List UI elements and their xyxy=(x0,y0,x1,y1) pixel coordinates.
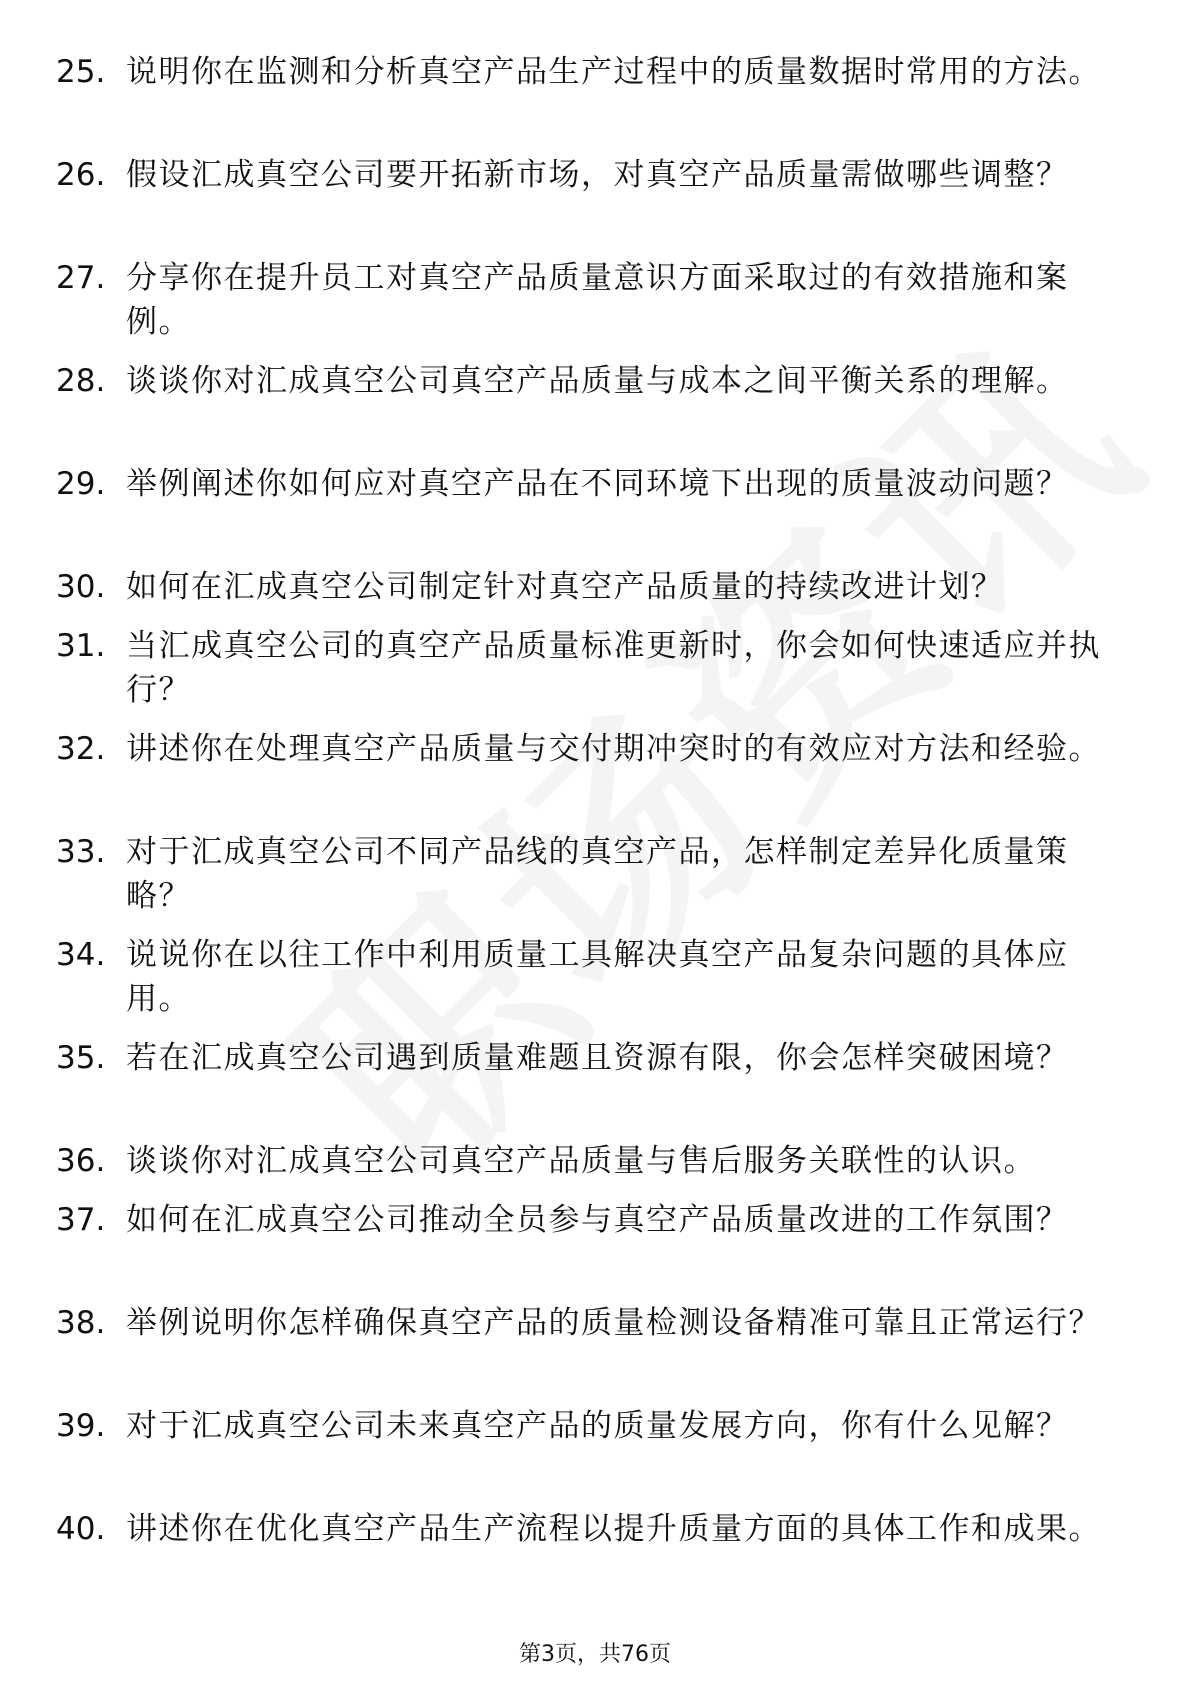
question-text: 讲述你在优化真空产品生产流程以提升质量方面的具体工作和成果。 xyxy=(126,1511,1101,1547)
page-number-label: 第3页，共76页 xyxy=(519,1642,671,1667)
question-number: 35. xyxy=(56,1040,106,1076)
question-number: 38. xyxy=(56,1305,106,1341)
question-item-35 xyxy=(0,1036,1190,1124)
question-text: 如何在汇成真空公司制定针对真空产品质量的持续改进计划？ xyxy=(126,569,1004,605)
question-number: 25. xyxy=(56,54,106,90)
question-item-33 xyxy=(0,830,1190,918)
question-text: 如何在汇成真空公司推动全员参与真空产品质量改进的工作氛围？ xyxy=(126,1202,1069,1238)
question-text: 说明你在监测和分析真空产品生产过程中的质量数据时常用的方法。 xyxy=(126,54,1101,90)
question-item-37 xyxy=(0,1198,1190,1286)
question-number: 33. xyxy=(56,834,106,870)
question-item-36 xyxy=(0,1139,1190,1183)
question-item-34 xyxy=(0,933,1190,1021)
question-text: 分享你在提升员工对真空产品质量意识方面采取过的有效措施和案例。 xyxy=(126,260,1069,340)
question-text: 若在汇成真空公司遇到质量难题且资源有限，你会怎样突破困境？ xyxy=(126,1040,1069,1076)
question-number: 29. xyxy=(56,466,106,502)
question-item-38 xyxy=(0,1301,1190,1389)
question-text: 说说你在以往工作中利用质量工具解决真空产品复杂问题的具体应用。 xyxy=(126,937,1069,1017)
page-footer xyxy=(0,1640,1190,1670)
question-item-32 xyxy=(0,727,1190,815)
question-text: 当汇成真空公司的真空产品质量标准更新时，你会如何快速适应并执行？ xyxy=(126,628,1101,708)
question-text: 对于汇成真空公司不同产品线的真空产品，怎样制定差异化质量策略？ xyxy=(126,834,1069,914)
question-number: 28. xyxy=(56,363,106,399)
question-text: 谈谈你对汇成真空公司真空产品质量与成本之间平衡关系的理解。 xyxy=(126,363,1069,399)
question-item-25 xyxy=(0,50,1190,138)
question-number: 31. xyxy=(56,628,106,664)
question-list xyxy=(0,50,1190,1610)
question-number: 36. xyxy=(56,1143,106,1179)
question-item-27 xyxy=(0,256,1190,344)
question-number: 39. xyxy=(56,1408,106,1444)
question-item-30 xyxy=(0,565,1190,609)
question-number: 26. xyxy=(56,157,106,193)
question-item-39 xyxy=(0,1404,1190,1492)
question-text: 举例阐述你如何应对真空产品在不同环境下出现的质量波动问题？ xyxy=(126,466,1069,502)
question-text: 假设汇成真空公司要开拓新市场，对真空产品质量需做哪些调整？ xyxy=(126,157,1069,193)
question-number: 30. xyxy=(56,569,106,605)
question-number: 32. xyxy=(56,731,106,767)
question-text: 对于汇成真空公司未来真空产品的质量发展方向，你有什么见解？ xyxy=(126,1408,1069,1444)
question-number: 27. xyxy=(56,260,106,296)
question-item-28 xyxy=(0,359,1190,447)
question-item-40 xyxy=(0,1507,1190,1595)
question-item-29 xyxy=(0,462,1190,550)
question-number: 40. xyxy=(56,1511,106,1547)
question-number: 37. xyxy=(56,1202,106,1238)
question-text: 举例说明你怎样确保真空产品的质量检测设备精准可靠且正常运行？ xyxy=(126,1305,1101,1341)
question-number: 34. xyxy=(56,937,106,973)
question-item-31 xyxy=(0,624,1190,712)
question-text: 讲述你在处理真空产品质量与交付期冲突时的有效应对方法和经验。 xyxy=(126,731,1101,767)
question-item-26 xyxy=(0,153,1190,241)
question-text: 谈谈你对汇成真空公司真空产品质量与售后服务关联性的认识。 xyxy=(126,1143,1036,1179)
